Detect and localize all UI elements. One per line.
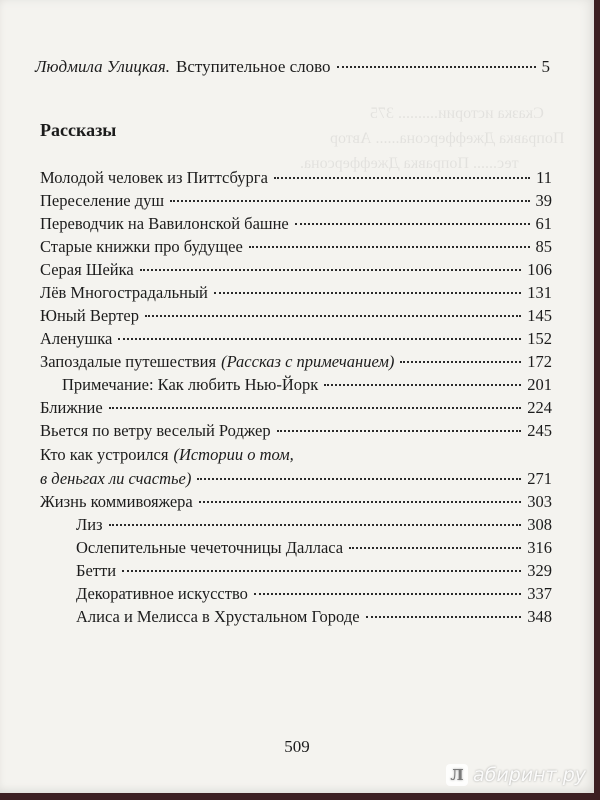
toc-entry bbox=[40, 189, 552, 212]
preface-page: 5 bbox=[541, 57, 550, 76]
bleed-through-text: Сказка истории.......... 375 bbox=[370, 105, 544, 122]
toc-title: Кто как устроился bbox=[40, 445, 169, 464]
toc-page: 131 bbox=[527, 283, 552, 302]
labirint-watermark bbox=[446, 764, 586, 786]
toc-page: 337 bbox=[527, 584, 552, 603]
dot-leader bbox=[109, 407, 522, 409]
toc-page: 39 bbox=[535, 191, 552, 210]
toc-title: Запоздалые путешествия bbox=[40, 352, 217, 371]
toc-title: Лёв Многострадальный bbox=[40, 283, 208, 302]
toc-title: Старые книжки про будущее bbox=[40, 237, 243, 256]
toc-subtitle: (Рассказ с примечанием) bbox=[221, 352, 395, 371]
dot-leader bbox=[118, 338, 521, 340]
toc-page: 85 bbox=[535, 237, 552, 256]
toc-entry bbox=[40, 373, 552, 396]
toc-entry bbox=[40, 212, 552, 235]
toc-title: Вьется по ветру веселый Роджер bbox=[40, 421, 271, 440]
toc-page: 271 bbox=[527, 469, 552, 488]
bleed-through-text: Поправка Джефферсона...... Автор bbox=[330, 130, 565, 147]
toc-title: Бетти bbox=[76, 561, 117, 580]
toc-title: Молодой человек из Питтсбурга bbox=[40, 168, 268, 187]
toc-entry bbox=[40, 235, 552, 258]
dot-leader bbox=[366, 616, 522, 618]
toc-title: Ослепительные чечеточницы Далласа bbox=[76, 538, 344, 557]
dot-leader bbox=[170, 200, 529, 202]
dot-leader bbox=[145, 315, 521, 317]
toc-page: 106 bbox=[527, 260, 552, 279]
dot-leader bbox=[277, 430, 522, 432]
toc-page: 308 bbox=[527, 515, 552, 534]
table-of-contents bbox=[40, 166, 552, 628]
toc-entry bbox=[40, 327, 552, 350]
page-number: 509 bbox=[284, 737, 310, 756]
toc-page: 224 bbox=[527, 398, 552, 417]
toc-entry bbox=[40, 559, 552, 582]
toc-entry bbox=[40, 582, 552, 605]
toc-title: Серая Шейка bbox=[40, 260, 134, 279]
labirint-logo-icon: Л bbox=[446, 764, 468, 786]
dot-leader bbox=[337, 66, 536, 68]
dot-leader bbox=[249, 246, 530, 248]
toc-page: 145 bbox=[527, 306, 552, 325]
toc-entry bbox=[40, 442, 552, 467]
dot-leader bbox=[122, 570, 521, 572]
toc-page: 152 bbox=[527, 329, 552, 348]
dot-leader bbox=[400, 361, 521, 363]
dot-leader bbox=[109, 524, 522, 526]
dot-leader bbox=[197, 478, 521, 480]
dot-leader bbox=[295, 223, 530, 225]
toc-entry bbox=[40, 396, 552, 419]
toc-page: 329 bbox=[527, 561, 552, 580]
toc-title: Аленушка bbox=[40, 329, 113, 348]
toc-page: 201 bbox=[527, 375, 552, 394]
dot-leader bbox=[199, 501, 522, 503]
toc-page: 316 bbox=[527, 538, 552, 557]
watermark-text: абиринт.ру bbox=[473, 764, 586, 786]
toc-page: 348 bbox=[527, 607, 552, 626]
toc-page: 303 bbox=[527, 492, 552, 511]
dot-leader bbox=[274, 177, 530, 179]
toc-title: Юный Вертер bbox=[40, 306, 139, 325]
toc-entry bbox=[40, 490, 552, 513]
toc-subtitle: (Истории о том, bbox=[173, 445, 294, 464]
toc-entry bbox=[40, 258, 552, 281]
toc-title: Декоративное искусство bbox=[76, 584, 248, 603]
toc-title: Примечание: Как любить Нью-Йорк bbox=[62, 375, 319, 394]
toc-title: Лиз bbox=[76, 515, 103, 534]
toc-entry bbox=[40, 166, 552, 189]
bleed-through-text: тес...... Поправка Джефферсона. bbox=[300, 155, 519, 172]
dot-leader bbox=[140, 269, 522, 271]
toc-entry-continued bbox=[40, 467, 552, 490]
dot-leader bbox=[214, 292, 521, 294]
dot-leader bbox=[254, 593, 521, 595]
toc-title: Ближние bbox=[40, 398, 103, 417]
preface-entry bbox=[35, 57, 550, 77]
toc-title: Алиса и Мелисса в Хрустальном Городе bbox=[76, 607, 360, 626]
toc-entry bbox=[40, 350, 552, 373]
toc-entry bbox=[40, 304, 552, 327]
toc-subtitle: в деньгах ли счастье) bbox=[40, 469, 192, 488]
toc-title: Переселение душ bbox=[40, 191, 165, 210]
preface-title: Вступительное слово bbox=[176, 57, 331, 76]
toc-entry bbox=[40, 536, 552, 559]
toc-entry bbox=[40, 281, 552, 304]
toc-entry bbox=[40, 419, 552, 442]
toc-page: 245 bbox=[527, 421, 552, 440]
toc-page: 11 bbox=[536, 168, 552, 187]
preface-author: Людмила Улицкая. bbox=[35, 57, 171, 76]
toc-entry bbox=[40, 513, 552, 536]
toc-title: Переводчик на Вавилонской башне bbox=[40, 214, 289, 233]
toc-title: Жизнь коммивояжера bbox=[40, 492, 193, 511]
toc-page: 61 bbox=[535, 214, 552, 233]
toc-entry bbox=[40, 605, 552, 628]
section-title: Рассказы bbox=[40, 120, 117, 140]
toc-page: 172 bbox=[527, 352, 552, 371]
dot-leader bbox=[349, 547, 521, 549]
dot-leader bbox=[324, 384, 521, 386]
